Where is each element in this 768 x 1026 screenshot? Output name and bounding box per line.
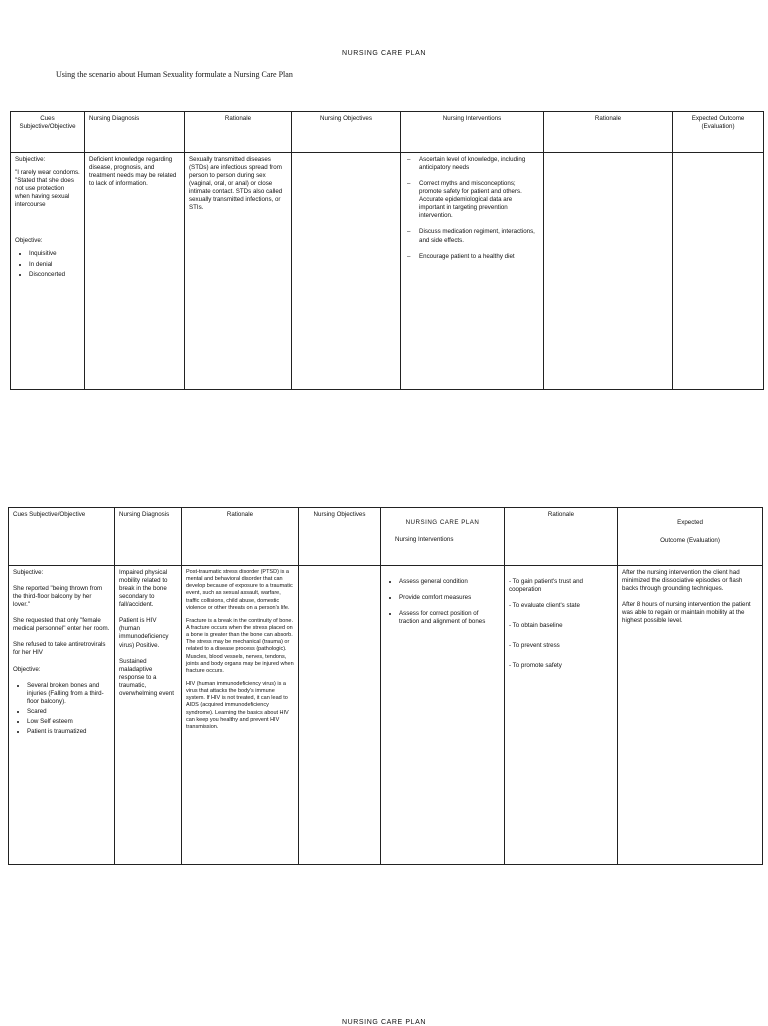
list-item: – Correct myths and misconceptions; promote safety for patient and others. Accurate epidemiological data are important in targeting prevention intervention. bbox=[419, 180, 539, 220]
subjective-label: Subjective: bbox=[13, 569, 44, 576]
rationale-cell bbox=[182, 566, 299, 865]
objective-label: Objective: bbox=[13, 665, 41, 673]
rationale-paragraph: Post-traumatic stress disorder (PTSD) is a mental and behavioral disorder that can develop because of exposure to a traumatic event, such as sexual assault, warfare, traffic collisions, child abuse, domestic violence or other threats on a person's life. bbox=[186, 569, 293, 611]
expected-label: Expected bbox=[677, 519, 703, 526]
outcome-paragraph: After the nursing intervention the client had minimized the dissociative episodes or flash backs through grounding techniques. bbox=[622, 569, 743, 593]
header-rationale-2: Rationale bbox=[544, 112, 673, 153]
subjective-quote: "I rarely wear condoms. "Stated that she does not use protection when having sexual intercourse bbox=[15, 169, 80, 209]
list-item: • Scared bbox=[27, 708, 110, 716]
objectives-cell bbox=[292, 153, 401, 390]
header-expected-outcome: Expected Outcome (Evaluation) bbox=[673, 112, 764, 153]
interventions-list bbox=[405, 156, 539, 261]
diagnosis-paragraph: Impaired physical mobility related to break in the bone secondary to fall/accident. bbox=[119, 569, 168, 609]
table-row bbox=[11, 153, 764, 390]
outcome-paragraph: After 8 hours of nursing intervention the patient was able to regain or maintain mobility at the highest possible level. bbox=[622, 601, 751, 625]
interventions-cell bbox=[401, 153, 544, 390]
rationale-paragraph: Fracture is a break in the continuity of bone. A fracture occurs when the stress placed on a bone is greater than the bone can absorb. The stress may be mechanical (trauma) or related to a disease process (pathologic). Muscles, blood vessels, nerves, tendons, joints and body organs may be injured when fracture occurs. bbox=[186, 617, 294, 674]
rationale-item: - To gain patient's trust and cooperation bbox=[509, 578, 583, 594]
diagnosis-cell bbox=[115, 566, 182, 865]
list-item: • Inquisitive bbox=[29, 250, 80, 258]
rationale-2-cell bbox=[544, 153, 673, 390]
header-cues: Cues Subjective/Objective bbox=[11, 112, 85, 153]
objective-list bbox=[13, 682, 110, 736]
diagnosis-cell: Deficient knowledge regarding disease, prognosis, and treatment needs may be related to lack of information. bbox=[85, 153, 185, 390]
header-interventions bbox=[381, 508, 505, 566]
header-objectives: Nursing Objectives bbox=[292, 112, 401, 153]
list-item: • In denial bbox=[29, 261, 80, 269]
expected-outcome-cell bbox=[618, 566, 763, 865]
expected-outcome-cell bbox=[673, 153, 764, 390]
care-plan-table-2 bbox=[8, 507, 763, 865]
cue-paragraph: She refused to take antiretrovirals for her HIV bbox=[13, 641, 106, 657]
document-title: NURSING CARE PLAN bbox=[341, 50, 427, 57]
list-item: – Discuss medication regiment, interactions, and side effects. bbox=[419, 228, 539, 244]
header-rationale: Rationale bbox=[182, 508, 299, 566]
header-diagnosis: Nursing Diagnosis bbox=[85, 112, 185, 153]
interventions-list bbox=[385, 578, 500, 626]
diagnosis-paragraph: Patient is HIV (human immunodeficiency virus) Positive. bbox=[119, 617, 169, 649]
table-header-row bbox=[9, 508, 763, 566]
list-item: – Encourage patient to a healthy diet bbox=[419, 253, 539, 261]
list-item: • Several broken bones and injuries (Falling from a third-floor balcony). bbox=[27, 682, 110, 706]
instruction-text: Using the scenario about Human Sexuality formulate a Nursing Care Plan bbox=[56, 70, 293, 79]
interventions-title: NURSING CARE PLAN bbox=[405, 519, 480, 526]
list-item: • Assess general condition bbox=[399, 578, 500, 586]
table-row bbox=[9, 566, 763, 865]
objectives-cell bbox=[299, 566, 381, 865]
cues-cell bbox=[11, 153, 85, 390]
list-item: • Assess for correct position of traction and alignment of bones bbox=[399, 610, 500, 626]
rationale-item: - To obtain baseline bbox=[509, 622, 563, 630]
list-item: • Patient is traumatized bbox=[27, 728, 110, 736]
header-diagnosis: Nursing Diagnosis bbox=[115, 508, 182, 566]
objective-label: Objective: bbox=[15, 237, 43, 245]
header-rationale-2: Rationale bbox=[505, 508, 618, 566]
rationale-item: - To prevent stress bbox=[509, 642, 560, 650]
cue-paragraph: She reported "being thrown from the third-floor balcony by her lover." bbox=[13, 585, 103, 609]
outcome-label: Outcome (Evaluation) bbox=[660, 537, 720, 545]
rationale-item: - To evaluate client's state bbox=[509, 602, 580, 610]
table-header-row bbox=[11, 112, 764, 153]
list-item: • Disconcerted bbox=[29, 271, 80, 279]
objective-list bbox=[15, 250, 80, 278]
list-item: – Ascertain level of knowledge, including anticipatory needs bbox=[419, 156, 539, 172]
rationale-paragraph: HIV (human immunodeficiency virus) is a virus that attacks the body's immune system. If HIV is not treated, it can lead to AIDS (acquired immunodeficiency syndrome). Learning the basics about HIV can keep you healthy and prevent HIV transmission. bbox=[186, 680, 289, 730]
care-plan-table-1 bbox=[10, 111, 764, 390]
interventions-cell bbox=[381, 566, 505, 865]
header-rationale: Rationale bbox=[185, 112, 292, 153]
interventions-label: Nursing Interventions bbox=[395, 536, 454, 544]
cue-paragraph: She requested that only "female medical personnel" enter her room. bbox=[13, 617, 110, 633]
rationale-cell: Sexually transmitted diseases (STDs) are infectious spread from person to person during sex (vaginal, oral, or anal) or close intimate contact. STDs also called sexually transmitted infections, or STIs. bbox=[185, 153, 292, 390]
header-objectives: Nursing Objectives bbox=[299, 508, 381, 566]
list-item: • Low Self esteem bbox=[27, 718, 110, 726]
header-interventions: Nursing Interventions bbox=[401, 112, 544, 153]
diagnosis-paragraph: Sustained maladaptive response to a traumatic, overwhelming event bbox=[119, 657, 175, 697]
subjective-label: Subjective: bbox=[15, 156, 46, 163]
rationale-item: - To promote safety bbox=[509, 662, 562, 670]
header-cues: Cues Subjective/Objective bbox=[9, 508, 115, 566]
list-item: • Provide comfort measures bbox=[399, 594, 500, 602]
footer-title: NURSING CARE PLAN bbox=[341, 1019, 427, 1026]
header-expected-outcome bbox=[618, 508, 763, 566]
cues-cell bbox=[9, 566, 115, 865]
rationale-2-cell bbox=[505, 566, 618, 865]
